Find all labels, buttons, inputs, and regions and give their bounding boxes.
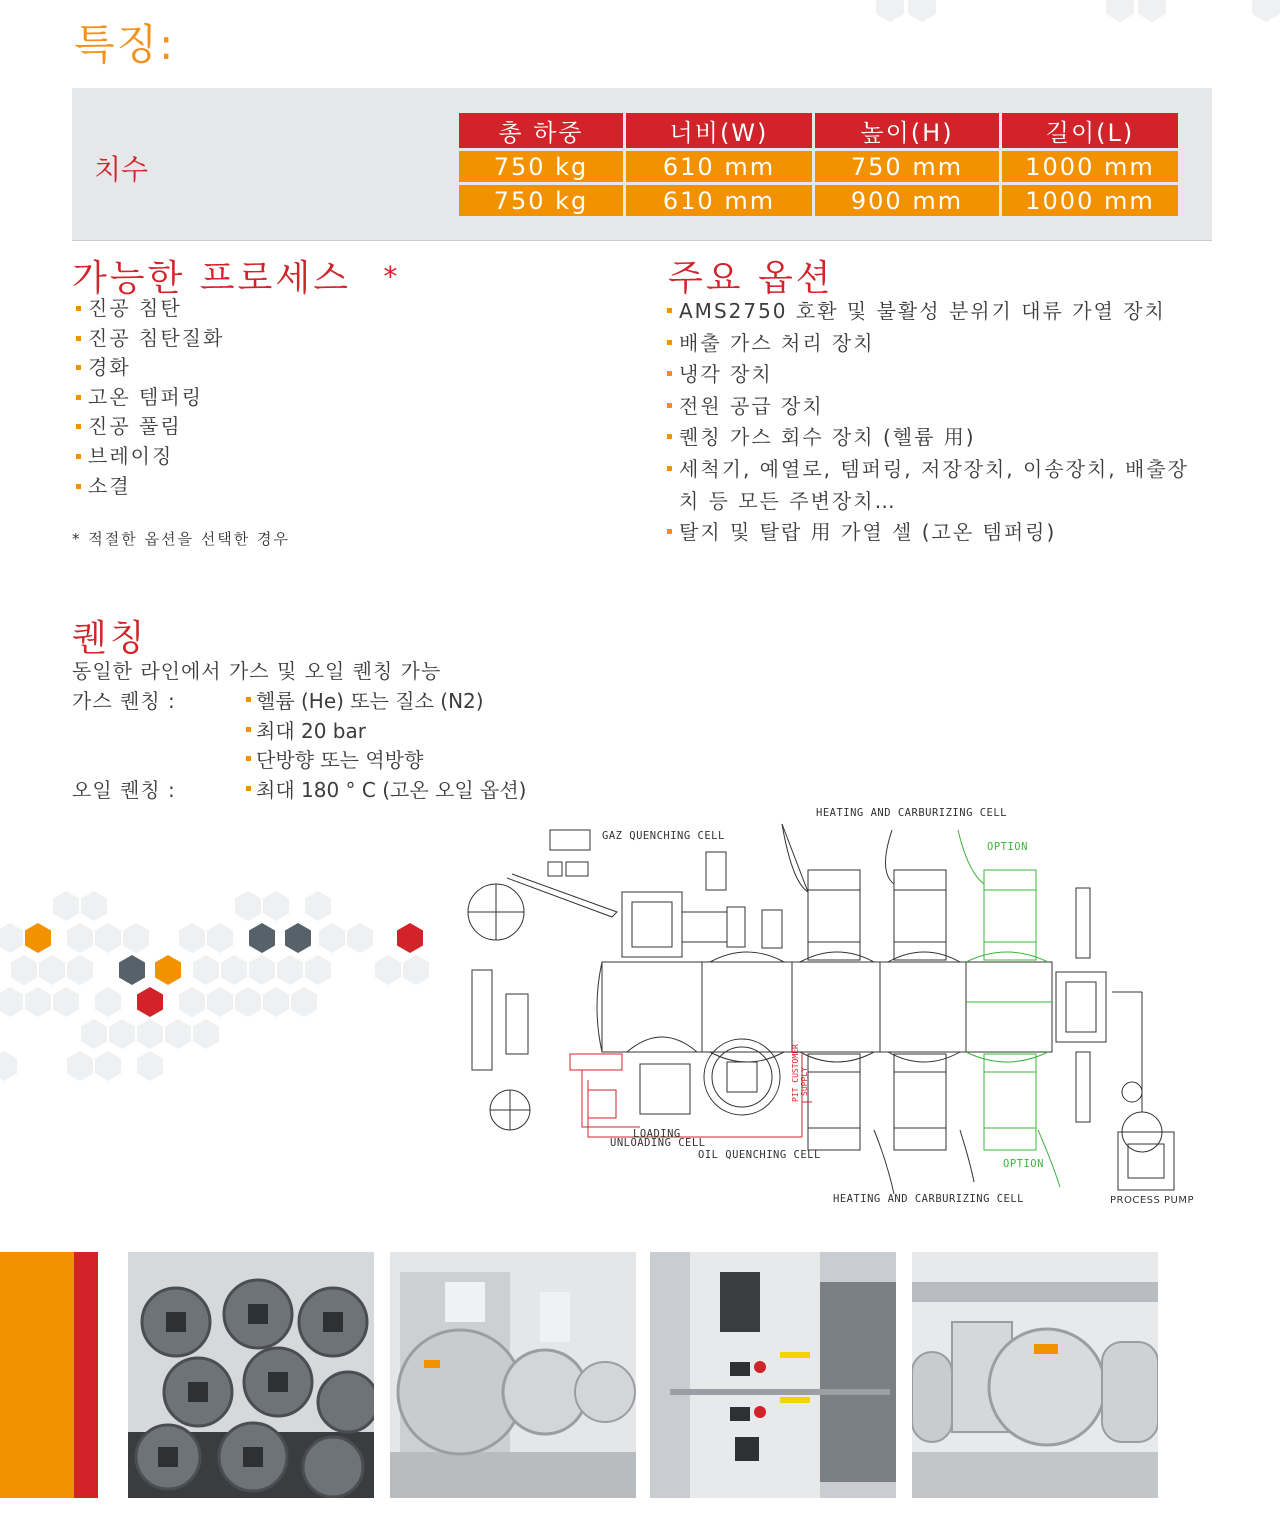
list-item: 냉각 장치: [665, 359, 1210, 391]
photo-gear-parts: [128, 1252, 374, 1498]
table-cell: 1000 mm: [1002, 151, 1178, 182]
table-cell: 750 mm: [815, 151, 999, 182]
list-item: 퀜칭 가스 회수 장치 (헬륨 用): [665, 422, 1210, 454]
list-item: 탈지 및 탈랍 用 가열 셀 (고온 템퍼링): [665, 517, 1210, 549]
list-item: 경화: [74, 353, 594, 383]
list-item: 진공 풀림: [74, 412, 594, 442]
top-hex-decoration: [870, 0, 1280, 36]
caption-loading: LOADING: [633, 1128, 681, 1140]
header-cell: 길이(L): [1002, 113, 1178, 148]
table-row: [459, 185, 1178, 216]
quenching-intro: 동일한 라인에서 가스 및 오일 퀜칭 가능: [72, 659, 442, 683]
caption-heating-bottom: HEATING AND CARBURIZING CELL: [833, 1193, 1025, 1205]
options-heading: 주요 옵션: [668, 258, 834, 299]
oil-quenching-list: [244, 774, 526, 803]
table-cell: 610 mm: [626, 151, 812, 182]
gas-quenching-label: 가스 퀜칭 :: [72, 689, 176, 713]
pit-label-2: SUPPLY: [800, 1067, 809, 1096]
caption-option-bottom: OPTION: [1003, 1158, 1044, 1170]
oil-quenching-label: 오일 퀜칭 :: [72, 778, 176, 802]
table-cell: 1000 mm: [1002, 185, 1178, 216]
header-cell: 총 하중: [459, 113, 623, 148]
caption-option-top: OPTION: [987, 841, 1028, 853]
table-row: [459, 151, 1178, 182]
caption-heating-top: HEATING AND CARBURIZING CELL: [816, 807, 1008, 819]
caption-gaz-quenching: GAZ QUENCHING CELL: [602, 830, 725, 842]
list-item: 단방향 또는 역방향: [244, 744, 484, 774]
red-strip: [74, 1252, 98, 1498]
photo-control-panel: [650, 1252, 896, 1498]
furnace-layout-diagram: [462, 802, 1222, 1214]
list-item: 전원 공급 장치: [665, 391, 1210, 423]
caption-process-pump: PROCESS PUMP: [1110, 1195, 1195, 1206]
list-item: 진공 침탄질화: [74, 324, 594, 354]
table-cell: 900 mm: [815, 185, 999, 216]
page-title: 특징:: [74, 20, 176, 69]
table-cell: 750 kg: [459, 151, 623, 182]
list-item: 배출 가스 처리 장치: [665, 328, 1210, 360]
list-item: 소결: [74, 472, 594, 502]
list-item: 고온 템퍼링: [74, 383, 594, 413]
quenching-heading: 퀜칭: [72, 618, 148, 659]
photo-furnace-line: [912, 1252, 1158, 1498]
orange-strip: [0, 1252, 74, 1498]
hexagon-decoration: [0, 880, 440, 1100]
options-list: [665, 296, 1210, 549]
list-item: 헬륨 (He) 또는 질소 (N2): [244, 685, 484, 715]
dimensions-label: 치수: [94, 153, 149, 186]
list-item: 브레이징: [74, 442, 594, 472]
dimensions-table: [456, 110, 1181, 219]
gas-quenching-list: [244, 685, 484, 774]
table-cell: 610 mm: [626, 185, 812, 216]
processes-star: *: [383, 260, 401, 293]
list-item: 진공 침탄: [74, 294, 594, 324]
processes-heading-text: 가능한 프로세스: [72, 258, 351, 299]
processes-footnote: * 적절한 옵션을 선택한 경우: [72, 530, 290, 548]
header-cell: 너비(W): [626, 113, 812, 148]
caption-unloading: UNLOADING CELL: [610, 1137, 706, 1149]
processes-list: [74, 294, 594, 501]
table-cell: 750 kg: [459, 185, 623, 216]
table-header-row: [459, 113, 1178, 148]
list-item: 최대 180 ° C (고온 오일 옵션): [244, 774, 526, 803]
list-item: AMS2750 호환 및 불활성 분위기 대류 가열 장치: [665, 296, 1210, 328]
caption-oil-quenching: OIL QUENCHING CELL: [698, 1149, 821, 1161]
list-item: 세척기, 예열로, 템퍼링, 저장장치, 이송장치, 배출장치 등 모든 주변장치…: [665, 454, 1210, 517]
list-item: 최대 20 bar: [244, 715, 484, 745]
header-cell: 높이(H): [815, 113, 999, 148]
photo-furnace-chambers: [390, 1252, 636, 1498]
pit-label-1: PIT CUSTOMER: [791, 1044, 800, 1102]
